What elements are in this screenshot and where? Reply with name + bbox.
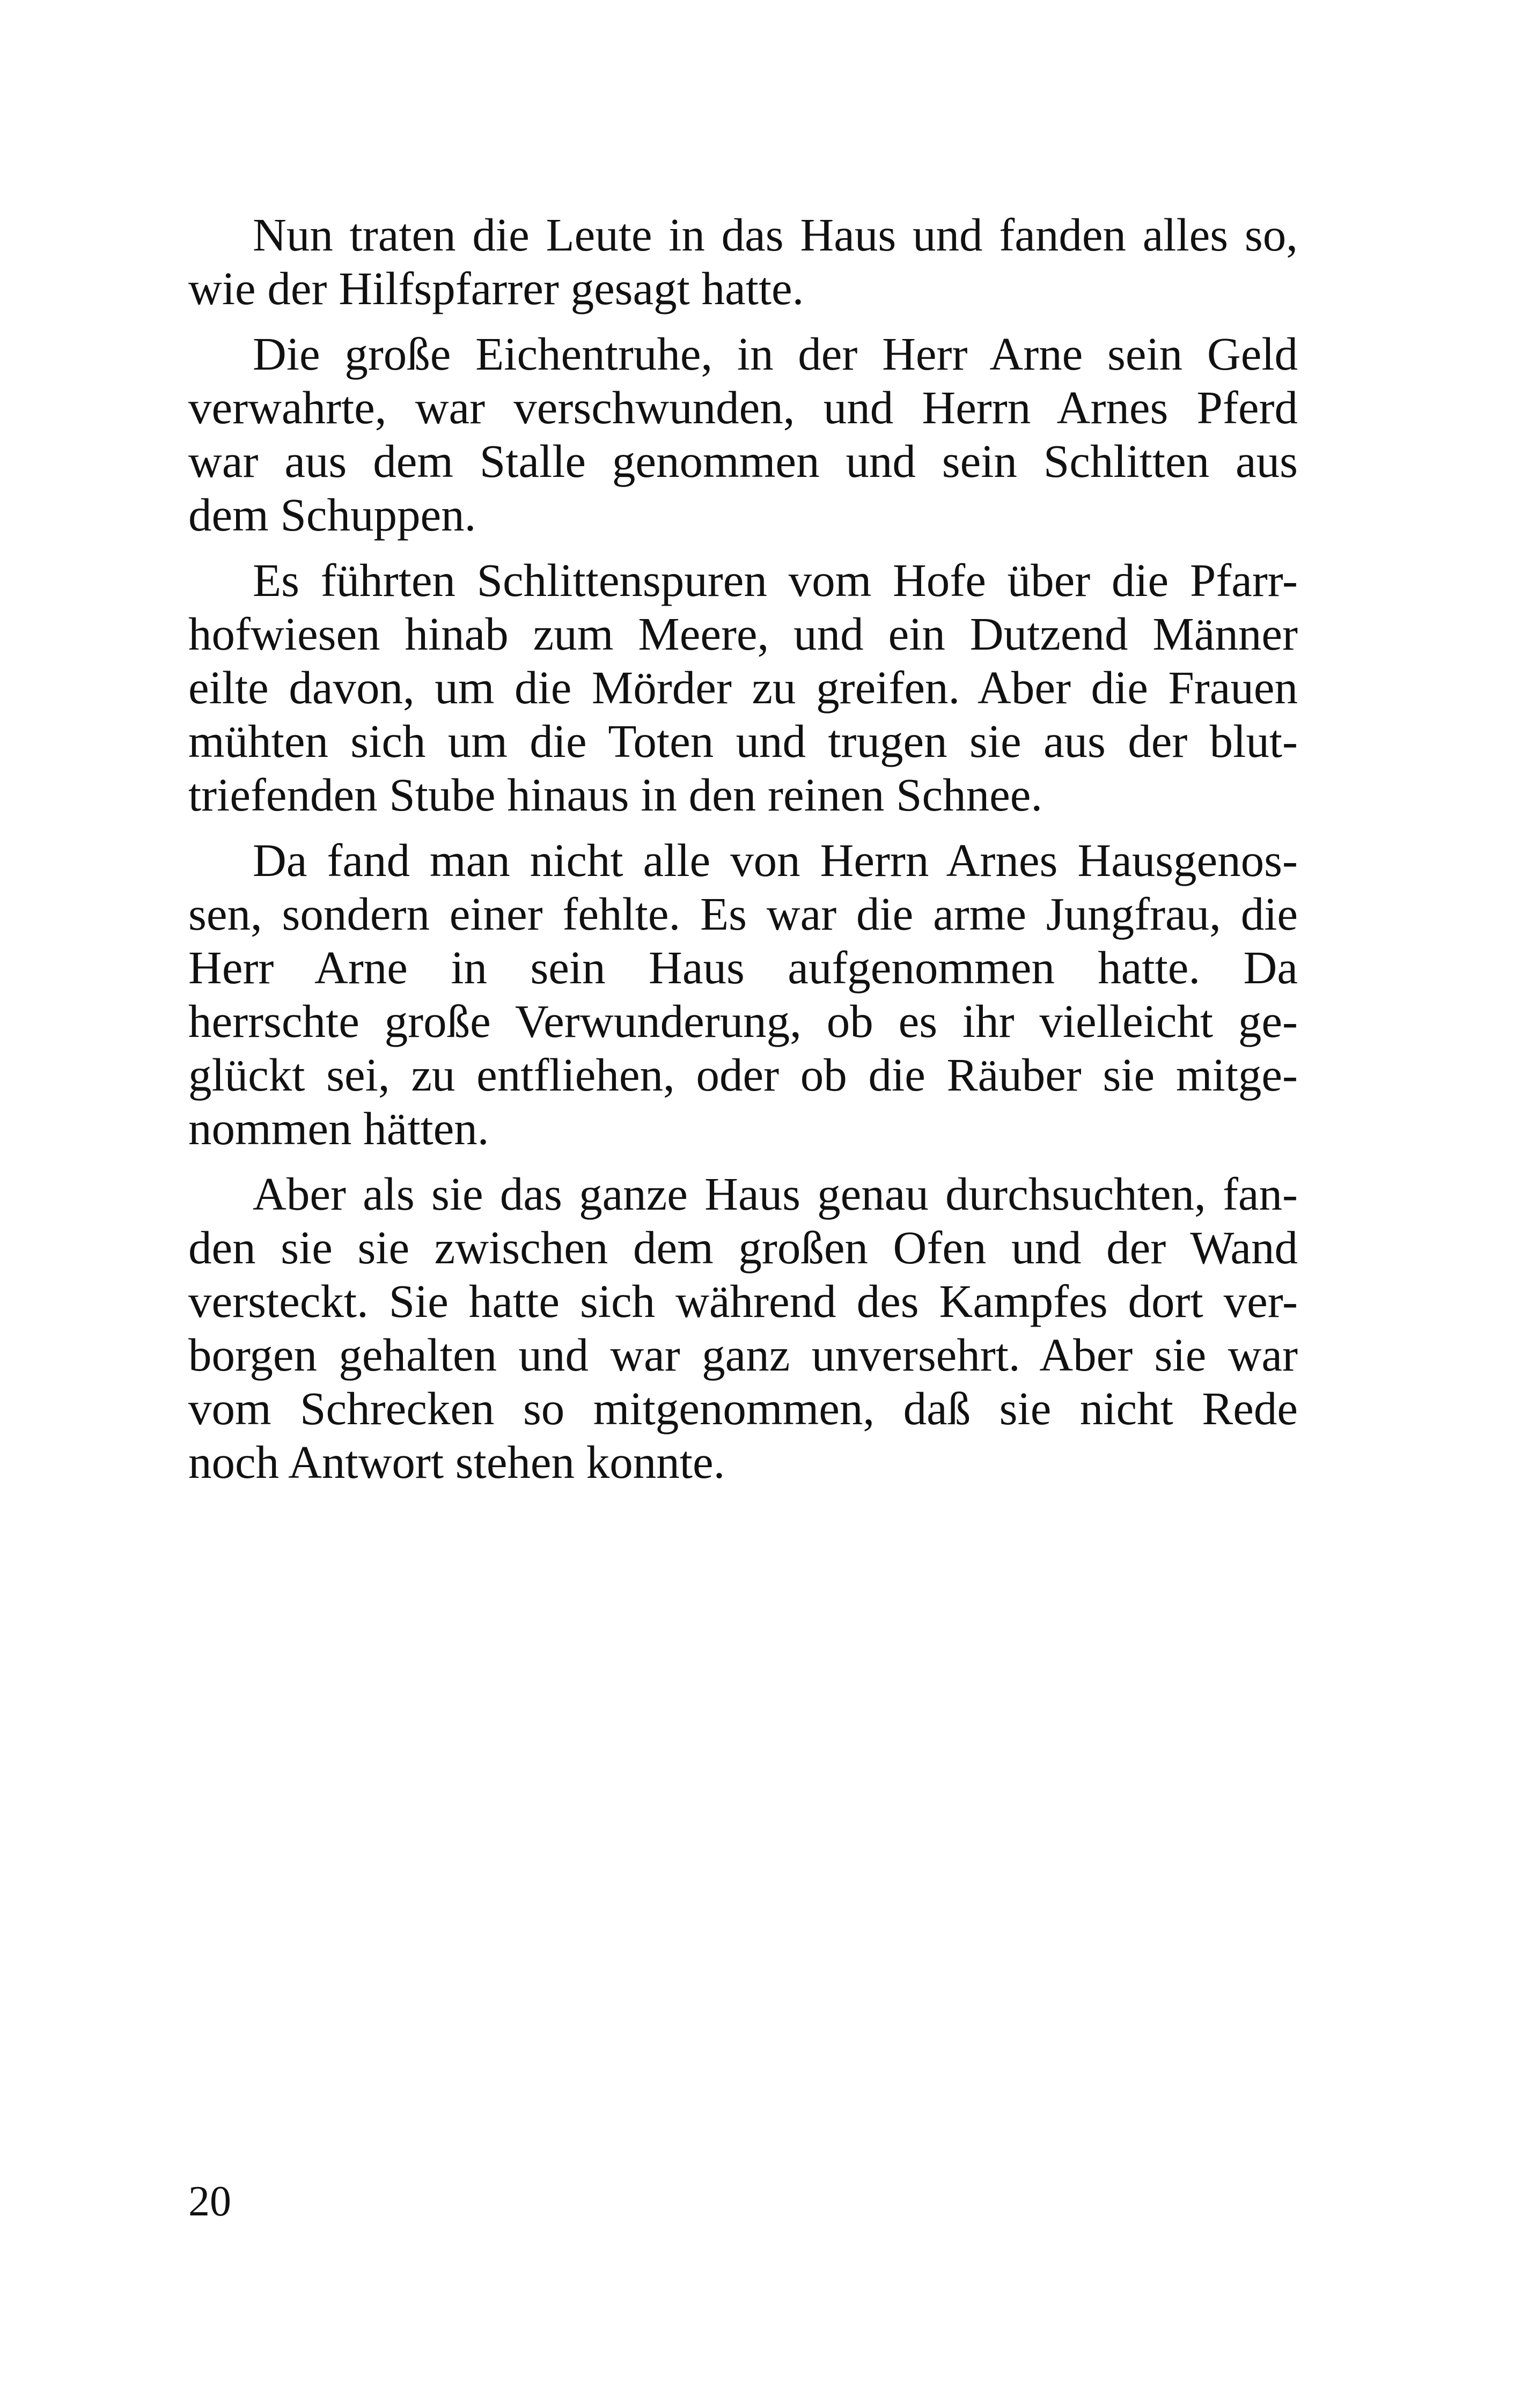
paragraph-5-line-6: noch Antwort stehen konnte. (188, 1436, 725, 1488)
paragraph-4-line-1: Da fand man nicht alle von Herrn Arnes Hausgenos- (253, 834, 1298, 886)
paragraph-4-line-6: nommen hätten. (188, 1102, 489, 1154)
paragraph-5-line-5: vom Schrecken so mitgenommen, daß sie nicht Rede (188, 1382, 1298, 1434)
paragraph-5-line-4: borgen gehalten und war ganz unversehrt. Aber sie war (188, 1329, 1298, 1381)
paragraph-3-line-4: mühten sich um die Toten und trugen sie aus der blut- (188, 715, 1298, 767)
page-number: 20 (188, 2178, 231, 2225)
paragraph-2-line-3: war aus dem Stalle genommen und sein Schlitten aus (188, 435, 1298, 487)
paragraph-1-line-1: Nun traten die Leute in das Haus und fanden alles so, (253, 209, 1298, 261)
paragraph-2-line-1: Die große Eichentruhe, in der Herr Arne sein Geld (253, 328, 1298, 380)
paragraph-4-line-3: Herr Arne in sein Haus aufgenommen hatte. Da (188, 941, 1298, 993)
paragraph-3-line-5: triefenden Stube hinaus in den reinen Schnee. (188, 769, 1043, 821)
paragraph-5-line-2: den sie sie zwischen dem großen Ofen und der Wand (188, 1221, 1298, 1273)
paragraph-2-line-4: dem Schuppen. (188, 489, 476, 541)
paragraph-5-line-3: versteckt. Sie hatte sich während des Kampfes dort ver- (188, 1275, 1298, 1327)
paragraph-3-line-3: eilte davon, um die Mörder zu greifen. Aber die Frauen (188, 661, 1298, 713)
paragraph-4-line-4: herrschte große Verwunderung, ob es ihr vielleicht ge- (188, 995, 1298, 1047)
paragraph-3-line-2: hofwiesen hinab zum Meere, und ein Dutzend Männer (188, 608, 1298, 660)
paragraph-5-line-1: Aber als sie das ganze Haus genau durchsuchten, fan- (253, 1168, 1298, 1220)
paragraph-3-line-1: Es führten Schlittenspuren vom Hofe über die Pfarr- (253, 554, 1298, 606)
paragraph-4-line-2: sen, sondern einer fehlte. Es war die arme Jungfrau, die (188, 888, 1298, 940)
paragraph-4-line-5: glückt sei, zu entfliehen, oder ob die Räuber sie mitge- (188, 1049, 1298, 1101)
paragraph-2-line-2: verwahrte, war verschwunden, und Herrn Arnes Pferd (188, 381, 1298, 433)
paragraph-1-line-2: wie der Hilfspfarrer gesagt hatte. (188, 262, 804, 314)
